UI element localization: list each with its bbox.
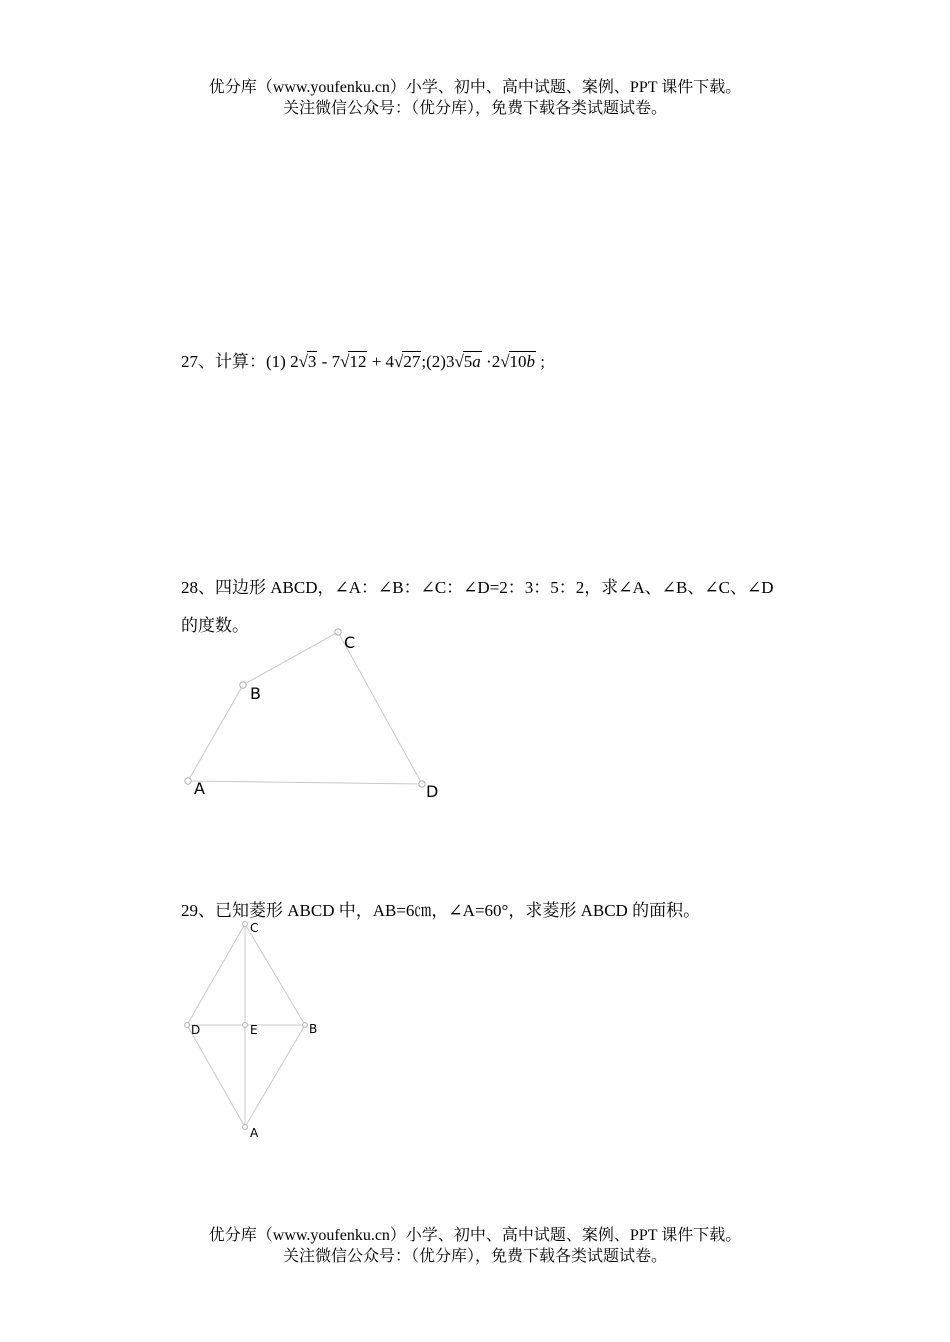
footer-line-1: 优分库（www.youfenku.cn）小学、初中、高中试题、案例、PPT 课件下载。 [208,1227,742,1244]
quadrilateral-abcd [188,632,422,784]
q27-t5-radicand-num: 10 [509,352,527,371]
q27-t2-radicand: 12 [349,352,367,371]
q27-part1-label: (1) [266,352,286,371]
q27-t5-coef: 2 [491,352,501,371]
vertex-a [185,778,191,784]
q27-t1-coef: 2 [290,352,299,371]
vertex-c [243,922,248,927]
vertex-e [243,1023,248,1028]
q27-op-2: + [371,352,382,371]
radical-3: √3 [298,352,317,371]
q27-t2-coef: 7 [331,352,341,371]
q28-line-2: 的度数。 [181,616,249,635]
rhombus-figure [178,915,328,1145]
q27-part2-label: (2) [426,352,446,371]
label-c: C [250,921,259,935]
vertex-b [303,1023,308,1028]
q27-sep: ; [421,352,427,371]
q27-term-1 [290,352,317,371]
q27-end: ; [540,352,546,371]
vertex-b [240,682,246,688]
q27-t4-radicand-num: 5 [463,352,473,371]
q27-t5-radicand [509,351,537,371]
vertex-a [243,1125,248,1130]
q27-t4-coef: 3 [445,352,455,371]
q27-t4-radicand [463,351,482,371]
q27-t5-radicand-var: b [526,352,536,371]
q29-text: 29、已知菱形 ABCD 中，AB=6㎝，∠A=60°，求菱形 ABCD 的面积。 [181,901,701,920]
q27-term-3 [386,352,422,371]
label-d: D [426,782,439,801]
q27-term-5 [492,352,536,371]
label-e: E [250,1023,258,1037]
q27-prefix: 27、计算： [181,352,266,371]
q27-t1-radicand: 3 [307,352,317,371]
label-b: B [250,684,261,703]
radical-12: √12 [340,352,367,371]
radical-10b: √10b [500,352,536,371]
q27-term-4 [446,352,482,371]
q27-t3-radicand: 27 [403,352,421,371]
quadrilateral-figure [175,622,465,807]
vertex-d [185,1023,190,1028]
radical-27: √27 [394,352,421,371]
q27-t4-radicand-var: a [472,352,481,371]
label-d: D [191,1023,201,1037]
page-footer [0,1225,950,1267]
header-line-1: 优分库（www.youfenku.cn）小学、初中、高中试题、案例、PPT 课件下载。 [208,79,742,96]
label-b: B [309,1022,318,1036]
q27-term-2 [332,352,368,371]
q27-dot: · [486,352,492,371]
vertex-c [335,629,341,635]
vertex-d [419,781,425,787]
question-27 [181,347,545,372]
radical-5a: √5a [454,352,481,371]
label-c: C [344,633,356,652]
label-a: A [194,779,205,798]
q27-t3-coef: 4 [385,352,395,371]
header-line-2: 关注微信公众号：（优分库），免费下载各类试题试卷。 [282,100,667,117]
label-a: A [250,1126,259,1140]
q28-line-1: 28、四边形 ABCD，∠A：∠B：∠C：∠D=2：3：5：2，求∠A、∠B、∠C、∠D [181,578,774,597]
footer-line-2: 关注微信公众号：（优分库），免费下载各类试题试卷。 [282,1248,667,1265]
page-header [0,77,950,119]
q27-op-1: - [321,352,332,371]
